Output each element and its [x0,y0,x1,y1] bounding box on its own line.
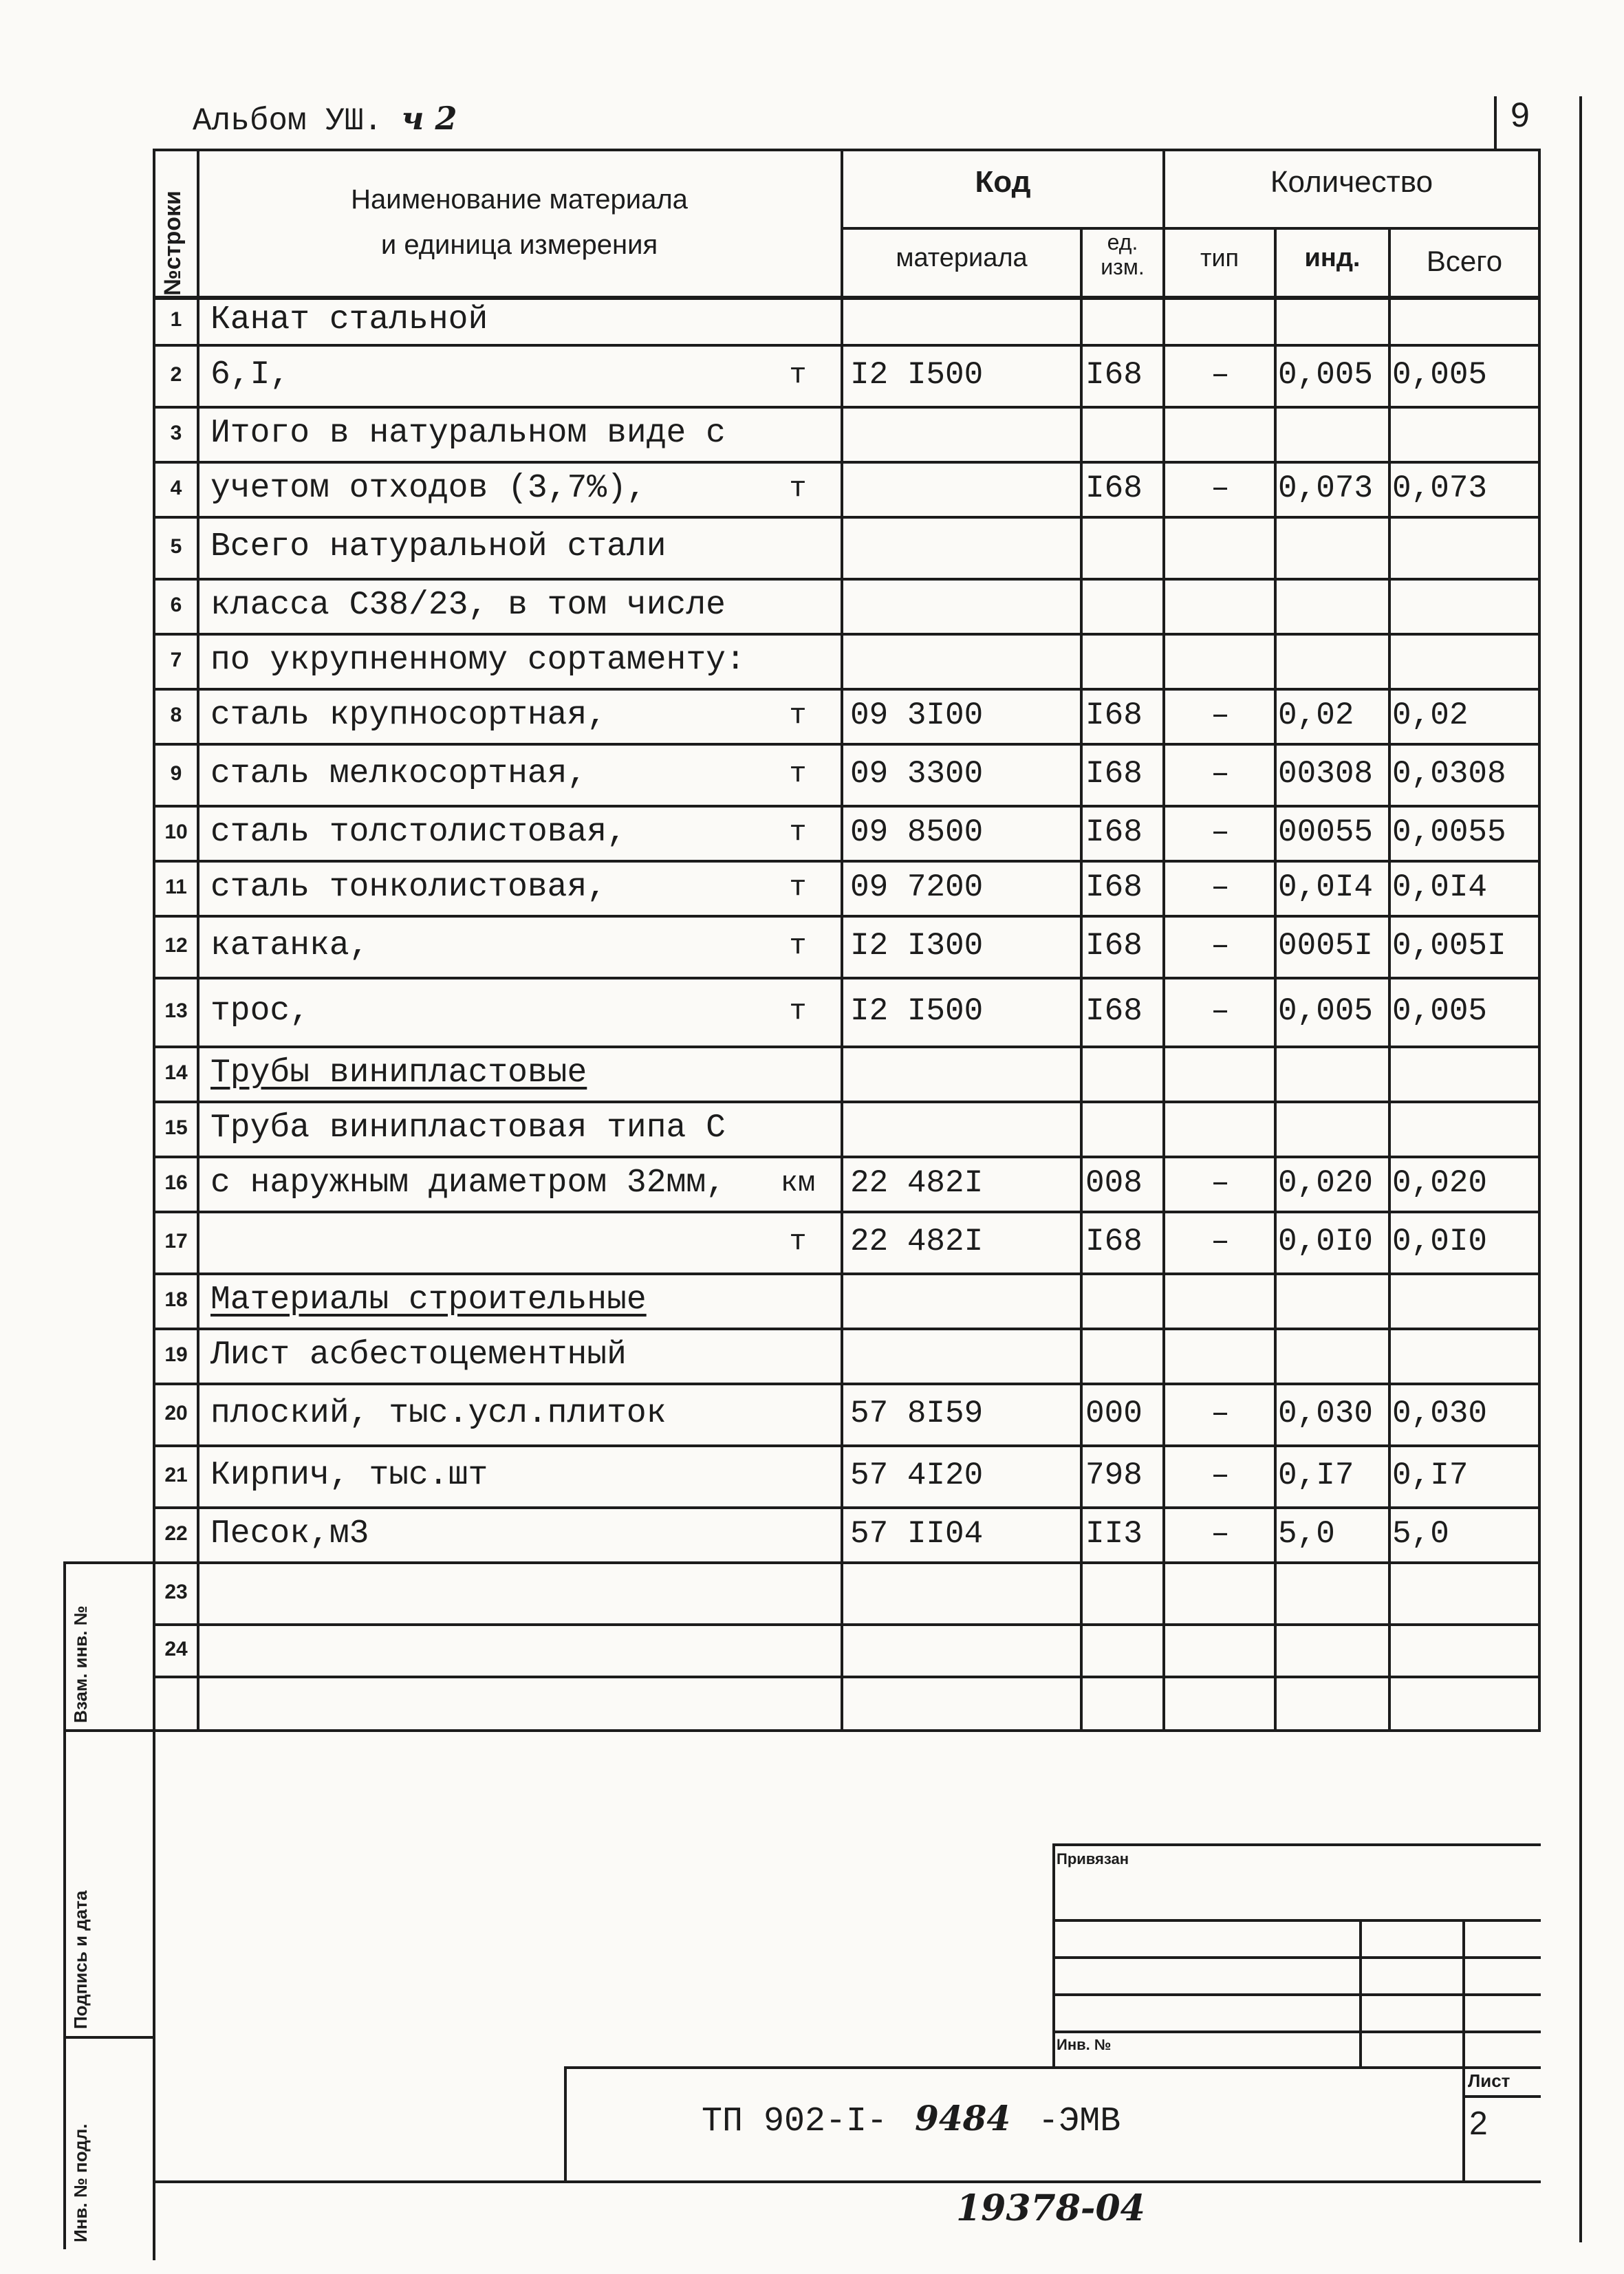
row-total [1392,1046,1538,1101]
row-number: 4 [170,477,182,499]
tb-code-number: 9484 [915,2098,1011,2138]
row-name: Материалы строительные [210,1281,647,1319]
row-number: 11 [165,876,187,898]
row-unit: I68 [1085,697,1143,733]
row-type: – [1211,1224,1230,1259]
row-code [850,1623,1077,1676]
row-name: класса С38/23, в том числе [210,587,726,624]
row-total: 0,I7 [1392,1458,1469,1493]
row-code: 22 482I [850,1224,984,1259]
row-type: – [1211,756,1230,792]
row-number: 15 [164,1116,188,1139]
row-unit: I68 [1085,928,1143,964]
row-ind [1278,633,1388,688]
frame-rowno [197,149,199,1731]
row-unit-of-measure [764,633,832,688]
row-ind: 0,I7 [1278,1458,1354,1493]
row-number: 17 [164,1230,188,1253]
row-total: 0,073 [1392,470,1488,506]
row-total: 5,0 [1392,1516,1449,1552]
row-code: 57 8I59 [850,1396,984,1431]
row-unit: 000 [1085,1396,1143,1431]
row-unit-of-measure [764,1273,832,1328]
row-type [1167,578,1274,633]
row-number: 3 [170,422,182,444]
row-name [210,1623,761,1676]
row-code: 09 3I00 [850,697,984,733]
row-unit [1085,1046,1162,1101]
row-total: 0,005I [1392,928,1506,964]
lower-divider [153,1729,1541,1732]
col-code-unit: ед. изм. [1101,230,1145,279]
row-name: 6,I, [210,356,290,393]
row-name: сталь тонколистовая, [210,869,607,906]
row-unit-of-measure [764,1561,832,1623]
row-unit [1085,516,1162,578]
row-ind: 0,02 [1278,697,1354,733]
frame-right [1538,149,1541,1731]
row-unit: I68 [1085,470,1143,506]
sheet-right-edge [1579,96,1582,2242]
row-ind: 0,0I0 [1278,1224,1374,1259]
row-name: Кирпич, тыс.шт [210,1457,488,1494]
tb-order-number: 19378-04 [956,2187,1145,2229]
row-type: – [1211,1516,1230,1552]
col-code-group: Код [975,165,1031,199]
album-label [193,100,457,139]
row-number: 5 [170,535,182,558]
row-total: 0,02 [1392,697,1469,733]
row-unit [1085,1561,1162,1623]
row-ind [1278,1561,1388,1623]
header-mid [841,227,1541,230]
row-unit: II3 [1085,1516,1143,1552]
row-ind [1278,406,1388,461]
row-number: 8 [170,704,182,726]
row-code [850,578,1077,633]
row-unit: 798 [1085,1458,1143,1493]
tb-inv-no: Инв. № [1057,2036,1112,2053]
row-unit [1085,633,1162,688]
row-unit-of-measure: т [789,472,807,505]
row-type [1167,406,1274,461]
row-unit-of-measure [764,516,832,578]
row-name [210,1561,761,1623]
row-unit [1085,578,1162,633]
row-ind [1278,1101,1388,1156]
row-ind: 0,0I4 [1278,869,1374,905]
row-unit-of-measure: т [789,929,807,962]
row-name: Всего натуральной стали [210,528,667,565]
row-code: I2 I500 [850,357,984,393]
row-name [210,1211,761,1273]
row-ind [1278,516,1388,578]
row-name: Канат стальной [210,301,488,338]
row-ind: 0,005 [1278,993,1374,1029]
row-type [1167,1623,1274,1676]
col-code-material: материала [896,243,1028,272]
row-total [1392,1561,1538,1623]
col-qty-type: тип [1200,243,1239,272]
row-unit-of-measure [764,406,832,461]
row-unit-of-measure: т [789,757,807,790]
row-type [1167,633,1274,688]
row-unit: I68 [1085,1224,1143,1259]
row-name: сталь толстолистовая, [210,814,627,851]
frame-unit [1162,149,1165,1731]
row-unit: I68 [1085,993,1143,1029]
tb-privyazan: Привязан [1057,1850,1129,1867]
row-type [1167,1101,1274,1156]
row-total [1392,516,1538,578]
page-number-divider [1494,96,1497,149]
tb-grid-v1 [1359,1919,1362,2066]
row-code [850,1328,1077,1383]
row-total: 0,0I4 [1392,869,1488,905]
album-prefix: Альбом УШ. [193,103,383,139]
row-code: I2 I500 [850,993,984,1029]
col-qty-ind: инд. [1304,243,1361,272]
margin-podpis-label: Подпись и дата [70,1890,91,2029]
row-total [1392,1101,1538,1156]
tb-main-left [564,2066,567,2182]
row-type: – [1211,1396,1230,1431]
row-name: Песок,м3 [210,1515,369,1552]
tb-row4 [1052,2031,1541,2033]
row-type: – [1211,470,1230,506]
row-name: сталь крупносортная, [210,697,607,734]
row-unit-of-measure: т [789,699,807,732]
row-number: 23 [164,1581,188,1603]
row-ind [1278,1273,1388,1328]
row-ind: 0,073 [1278,470,1374,506]
row-code: I2 I300 [850,928,984,964]
row-name: Трубы винипластовые [210,1054,587,1092]
tb-sheet-left [1462,2066,1465,2182]
row-ind: 5,0 [1278,1516,1335,1552]
row-unit: I68 [1085,756,1143,792]
row-number: 24 [164,1638,188,1660]
row-ind [1278,296,1388,344]
row-total: 0,005 [1392,993,1488,1029]
tb-sheet-number: 2 [1469,2105,1488,2142]
row-ind: 0,030 [1278,1396,1374,1431]
row-ind [1278,1328,1388,1383]
row-code: 22 482I [850,1165,984,1201]
album-part: ч 2 [401,100,457,137]
col-rowno-label: №строки [160,191,186,296]
row-total [1392,406,1538,461]
margin-div1 [63,1729,153,1732]
row-unit-of-measure [764,1623,832,1676]
row-unit-of-measure [764,1383,832,1444]
row-total: 0,0055 [1392,814,1506,850]
row-unit-of-measure [764,1444,832,1506]
row-ind: 0,020 [1278,1165,1374,1201]
row-number: 22 [164,1522,188,1545]
row-total [1392,633,1538,688]
row-unit-of-measure: т [789,816,807,849]
row-code: 09 7200 [850,869,984,905]
row-type: – [1211,697,1230,733]
row-name: Итого в натуральном виде с [210,415,726,452]
col-qty-total: Всего [1426,245,1503,277]
row-unit-of-measure [764,578,832,633]
row-number: 18 [164,1288,188,1311]
row-unit [1085,296,1162,344]
row-ind: 0,005 [1278,357,1374,393]
row-number: 19 [164,1343,188,1366]
row-unit [1085,1101,1162,1156]
row-code: 09 8500 [850,814,984,850]
row-type: – [1211,357,1230,393]
margin-div2 [63,2036,153,2039]
row-code [850,1046,1077,1101]
row-type [1167,1273,1274,1328]
tb-row1 [1052,1919,1541,1922]
row-unit-of-measure: км [780,1167,816,1200]
row-type [1167,1046,1274,1101]
row-ind [1278,1046,1388,1101]
row-number: 14 [164,1061,188,1084]
row-name: плоский, тыс.усл.плиток [210,1395,667,1432]
row-code [850,633,1077,688]
tb-sheet-mid [1462,2095,1541,2098]
row-code [850,406,1077,461]
tb-sheet-label: Лист [1468,2070,1511,2091]
row-number: 9 [170,762,182,785]
row-name: по укрупненному сортаменту: [210,642,746,679]
row-type [1167,1328,1274,1383]
tb-left [1052,1843,1055,2068]
row-divider [153,1676,1541,1678]
row-total [1392,1273,1538,1328]
row-name: трос, [210,993,310,1030]
row-type: – [1211,1165,1230,1201]
col-qty-group: Количество [1270,165,1433,199]
row-unit [1085,1273,1162,1328]
row-unit-of-measure [764,1101,832,1156]
row-total: 0,020 [1392,1165,1488,1201]
row-ind [1278,578,1388,633]
row-name: с наружным диаметром 32мм, [210,1165,726,1202]
tb-row3 [1052,1993,1541,1996]
row-unit: I68 [1085,357,1143,393]
row-type: – [1211,928,1230,964]
row-type: – [1211,993,1230,1029]
row-total: 0,030 [1392,1396,1488,1431]
tb-document-code [702,2098,1120,2141]
row-type [1167,1561,1274,1623]
row-number: 13 [164,999,188,1022]
row-name: сталь мелкосортная, [210,755,587,792]
row-number: 7 [170,649,182,671]
tb-code-prefix: ТП 902-I- [702,2102,888,2141]
row-unit [1085,1328,1162,1383]
tb-row2 [1052,1956,1541,1959]
row-unit: I68 [1085,814,1143,850]
col-name-line1: Наименование материала [351,184,688,215]
row-unit-of-measure: т [789,995,807,1028]
row-name: Труба винипластовая типа С [210,1109,726,1147]
row-type: – [1211,869,1230,905]
row-name: Лист асбестоцементный [210,1336,627,1374]
row-name: учетом отходов (3,7%), [210,470,647,507]
row-number: 20 [164,1402,188,1425]
sheet-bottom [155,2180,1541,2183]
row-type: – [1211,1458,1230,1493]
row-unit-of-measure: т [789,358,807,391]
row-total: 0,005 [1392,357,1488,393]
row-total [1392,1328,1538,1383]
row-total: 0,0I0 [1392,1224,1488,1259]
row-ind: 00308 [1278,756,1374,792]
row-total [1392,1623,1538,1676]
margin-left [63,1561,66,2249]
row-total [1392,578,1538,633]
page-number: 9 [1511,96,1530,134]
row-unit-of-measure [764,1506,832,1561]
row-number: 10 [164,821,188,843]
row-unit-of-measure [764,296,832,344]
row-number: 16 [164,1171,188,1194]
row-ind [1278,1623,1388,1676]
row-code [850,296,1077,344]
tb-grid-v2 [1462,1919,1465,2066]
row-type [1167,516,1274,578]
row-unit: 008 [1085,1165,1143,1201]
row-code: 57 II04 [850,1516,984,1552]
row-unit-of-measure: т [789,1225,807,1258]
row-type [1167,296,1274,344]
margin-top [63,1561,153,1564]
row-total: 0,0308 [1392,756,1506,792]
tb-code-suffix: -ЭМВ [1038,2102,1121,2141]
row-unit [1085,1623,1162,1676]
margin-vzam-label: Взам. инв. № [70,1605,91,1723]
row-type: – [1211,814,1230,850]
row-unit-of-measure [764,1046,832,1101]
row-number: 2 [170,363,182,386]
row-code: 09 3300 [850,756,984,792]
row-number: 6 [170,594,182,616]
row-unit [1085,406,1162,461]
header-top [153,149,1541,151]
row-ind: 0005I [1278,928,1374,964]
row-code [850,461,1077,516]
row-number: 21 [164,1464,188,1486]
row-name: катанка, [210,927,369,964]
row-unit-of-measure [764,1328,832,1383]
row-code [850,1101,1077,1156]
row-total [1392,296,1538,344]
row-unit: I68 [1085,869,1143,905]
row-unit-of-measure: т [789,871,807,904]
row-number: 1 [170,308,182,331]
row-code [850,516,1077,578]
margin-inv-label: Инв. № подл. [70,2123,91,2242]
row-code [850,1561,1077,1623]
row-ind: 00055 [1278,814,1374,850]
row-code [850,1273,1077,1328]
row-code: 57 4I20 [850,1458,984,1493]
frame-name [841,149,843,1731]
tb-top [1052,1843,1541,1846]
col-name-line2: и единица измерения [380,230,658,260]
tb-main-top [564,2066,1541,2069]
row-number: 12 [164,934,188,957]
